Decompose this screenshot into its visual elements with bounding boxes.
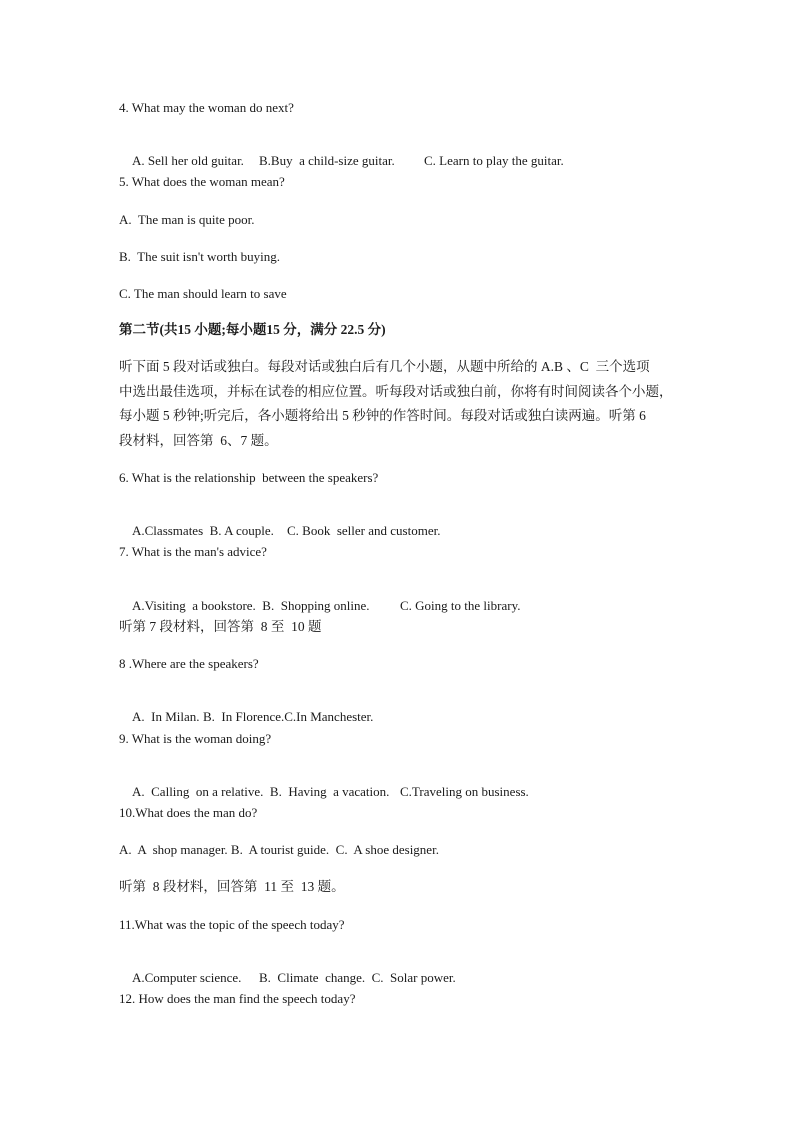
question-10: 10.What does the man do? [119,805,258,820]
material-8-instruction: 听第 8 段材料，回答第 11 至 13 题。 [119,879,345,894]
question-12: 12. How does the man find the speech today? [119,991,356,1006]
question-7: 7. What is the man's advice? [119,544,267,559]
instruction-line: 每小题 5 秒钟;听完后，各小题将给出 5 秒钟的作答时间。每段对话或独白读两遍。听第 6 [119,408,646,423]
q4-option-a: A. Sell her old guitar. [132,153,244,168]
q4-option-c: C. Learn to play the guitar. [424,153,564,168]
instruction-line: 段材料，回答第 6、7 题。 [119,432,278,448]
question-9: 9. What is the woman doing? [119,731,272,746]
q6-option-c: C. Book seller and customer. [287,523,441,538]
q5-option-a: A. The man is quite poor. [119,212,255,227]
material-7-instruction: 听第 7 段材料，回答第 8 至 10 题 [119,619,322,634]
instruction-line: 听下面 5 段对话或独白。每段对话或独白后有几个小题，从题中所给的 A.B 、C 三个选项 [119,359,650,374]
question-5: 5. What does the woman mean? [119,174,285,189]
q11-option-a: A.Computer science. [132,970,242,985]
q9-option-c: C.Traveling on business. [400,784,529,799]
question-11: 11.What was the topic of the speech today? [119,917,345,932]
question-4: 4. What may the woman do next? [119,100,294,115]
question-8: 8 .Where are the speakers? [119,656,259,671]
q6-options-ab: A.Classmates B. A couple. [132,523,274,538]
q5-option-b: B. The suit isn't worth buying. [119,249,280,264]
question-10-options: A. A shop manager. B. A tourist guide. C. A shoe designer. [119,842,439,857]
q9-options-ab: A. Calling on a relative. B. Having a vacation. [132,784,390,799]
instruction-line: 中选出最佳选项，并标在试卷的相应位置。听每段对话或独白前，你将有时间阅读各个小题， [119,383,673,399]
q8-option-a: A. In Milan. [132,709,200,724]
q4-option-b: B.Buy a child-size guitar. [259,153,395,168]
section-heading: 第二节(共15 小题;每小题15 分，满分 22.5 分) [119,322,386,337]
question-6: 6. What is the relationship between the speakers? [119,470,379,485]
q11-options-bc: B. Climate change. C. Solar power. [259,970,456,985]
q7-options-ab: A.Visiting a bookstore. B. Shopping online. [132,598,370,613]
q8-options-bc: B. In Florence.C.In Manchester. [203,709,374,724]
q7-option-c: C. Going to the library. [400,598,521,613]
section-instructions [119,355,679,453]
q5-option-c: C. The man should learn to save [119,286,287,301]
